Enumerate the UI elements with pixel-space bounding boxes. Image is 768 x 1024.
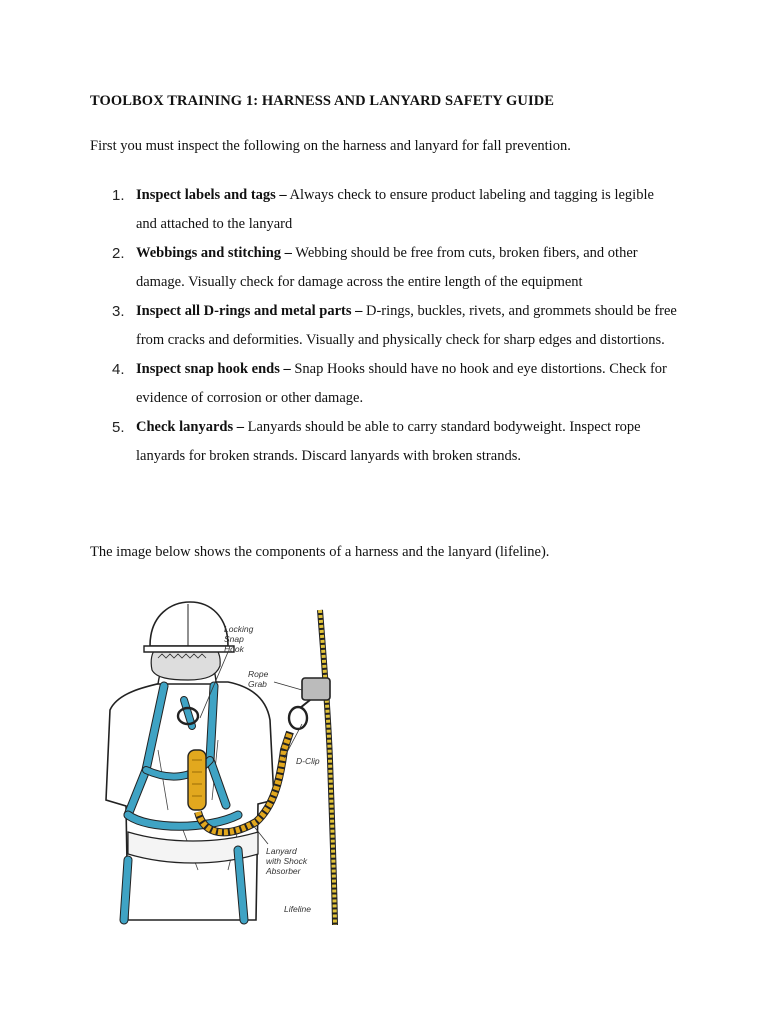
item-heading: Inspect labels and tags – [136,187,287,203]
list-item [108,413,678,471]
intro-paragraph: First you must inspect the following on the harness and lanyard for fall prevention. [90,138,571,154]
item-heading: Inspect all D-rings and metal parts – [136,303,363,319]
hard-hat [150,602,228,646]
list-item [108,297,678,355]
item-heading: Check lanyards – [136,419,244,435]
item-text: D-rings, buckles, rivets, and grommets should be free from cracks and deformities. Visually and physically check for sharp edges and distortions. [136,303,677,348]
inspection-list [108,181,678,471]
label-locking-snap-hook: Locking [224,624,254,634]
label-lanyard: with Shock [266,856,308,866]
label-locking-snap-hook: Snap [224,634,244,644]
list-number: 4. [112,361,125,378]
harness-illustration [88,600,358,925]
list-number: 5. [112,419,125,436]
item-text: Always check to ensure product labeling and tagging is legible and attached to the lanyard [136,187,654,232]
rope-grab [302,678,330,700]
label-rope-grab: Grab [248,679,267,689]
item-text: Webbing should be free from cuts, broken fibers, and other damage. Visually check for damage across the entire length of the equipment [136,245,638,290]
label-locking-snap-hook: Hook [224,644,244,654]
item-text: Lanyards should be able to carry standard bodyweight. Inspect rope lanyards for broken strands. Discard lanyards with broken strands. [136,419,641,464]
label-lifeline: Lifeline [284,904,311,914]
list-number: 2. [112,245,125,262]
list-number: 1. [112,187,125,204]
list-item [108,181,678,239]
list-number: 3. [112,303,125,320]
figure-caption: The image below shows the components of a harness and the lanyard (lifeline). [90,544,550,560]
list-item [108,355,678,413]
label-lanyard: Absorber [266,866,301,876]
d-clip [289,707,307,729]
item-heading: Webbings and stitching – [136,245,292,261]
page-title: TOOLBOX TRAINING 1: HARNESS AND LANYARD SAFETY GUIDE [90,93,555,109]
label-rope-grab: Rope [248,669,269,679]
label-d-clip: D-Clip [296,756,320,766]
item-heading: Inspect snap hook ends – [136,361,291,377]
shock-absorber [188,750,206,810]
label-lanyard: Lanyard [266,846,297,856]
list-item [108,239,678,297]
item-text: Snap Hooks should have no hook and eye distortions. Check for evidence of corrosion or other damage. [136,361,667,406]
harness-diagram [88,600,358,925]
